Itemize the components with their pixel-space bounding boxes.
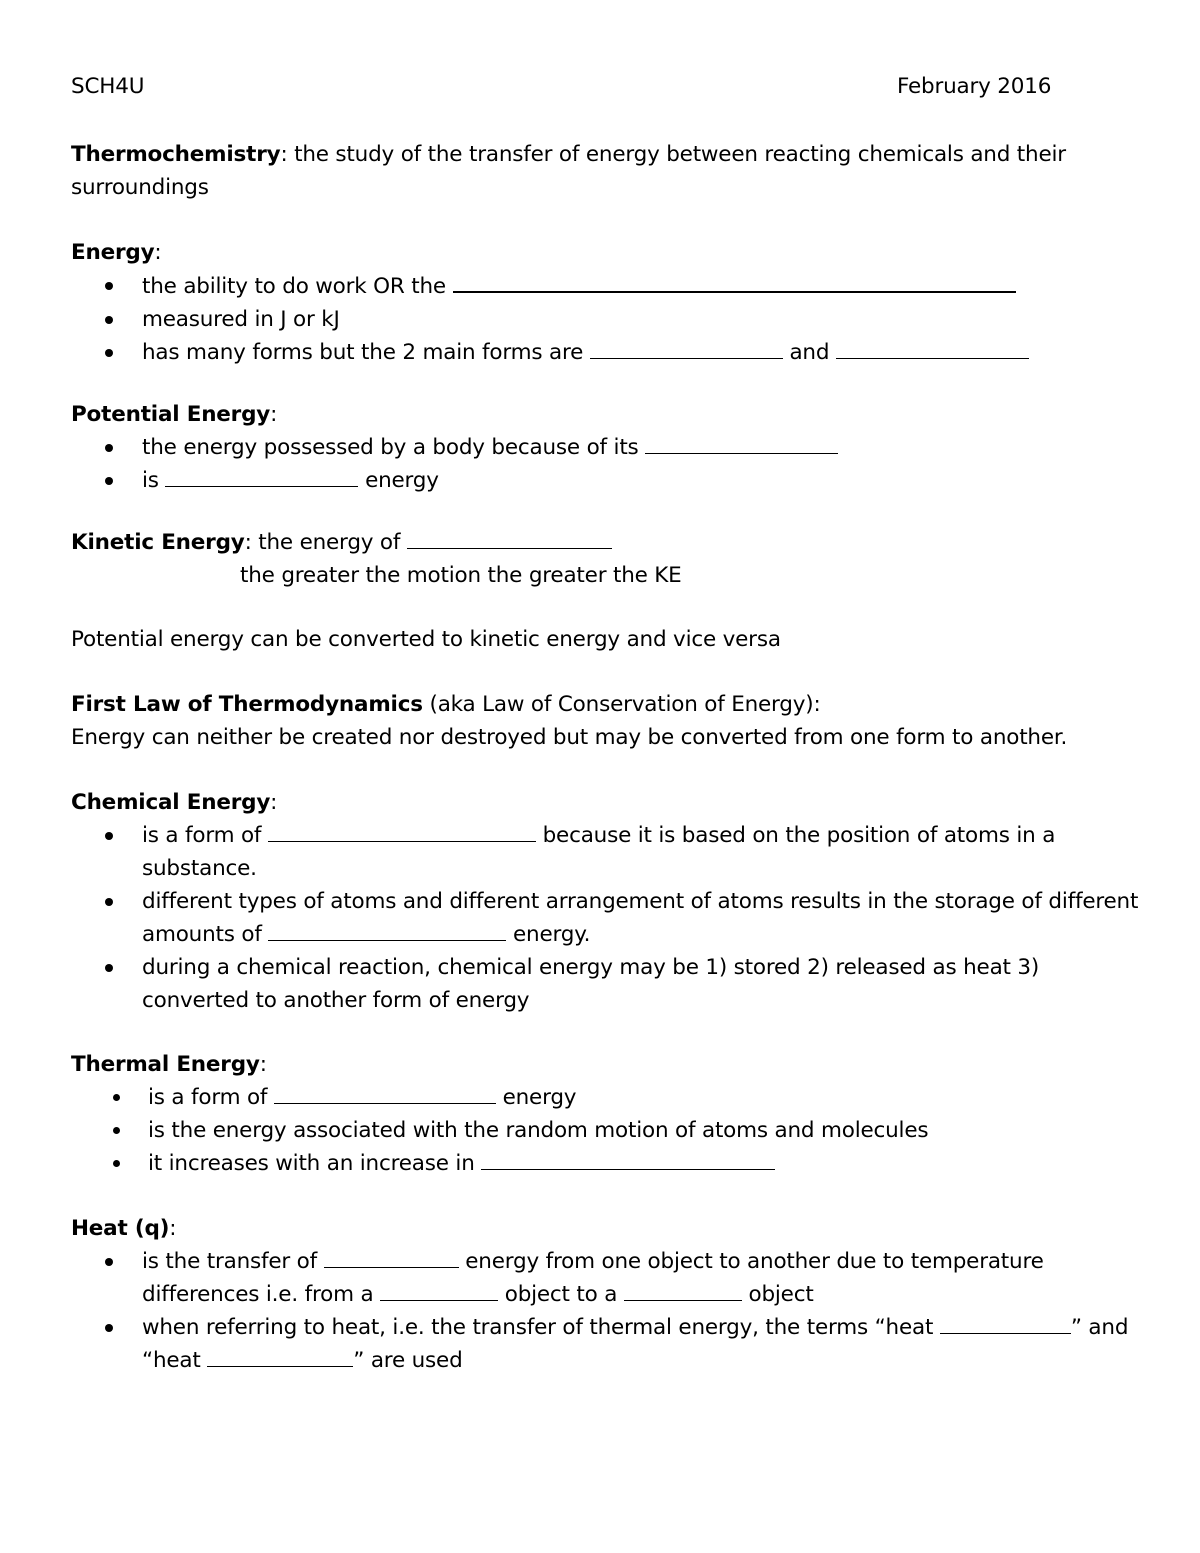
list-item: is the energy associated with the random motion of atoms and molecules <box>71 1114 1141 1147</box>
answer-blank[interactable] <box>274 1081 496 1104</box>
list-item: measured in J or kJ <box>71 303 1141 336</box>
first-law-statement: Energy can neither be created nor destroyed but may be converted from one form to another. <box>71 725 1068 750</box>
thermal-section: Thermal Energy: is a form of energy is the energy associated with the random motion of atoms and molecules it increases with an increase in <box>71 1048 1141 1180</box>
first-law-heading: First Law of Thermodynamics <box>71 692 423 717</box>
energy-section: Energy: the ability to do work OR the measured in J or kJ has many forms but the 2 main forms are and <box>71 236 1141 369</box>
list-item: the ability to do work OR the <box>71 269 1141 303</box>
answer-blank[interactable] <box>380 1278 498 1301</box>
list-item: it increases with an increase in <box>71 1147 1141 1180</box>
kinetic-section: Kinetic Energy: the energy of the greater the motion the greater the KE <box>71 526 1141 592</box>
potential-heading: Potential Energy <box>71 402 271 427</box>
list-item: when referring to heat, i.e. the transfer of thermal energy, the terms “heat ” and “heat ” are used <box>71 1311 1141 1377</box>
conversion-statement: Potential energy can be converted to kinetic energy and vice versa <box>71 627 781 652</box>
list-item: is a form of energy <box>71 1081 1141 1114</box>
answer-blank[interactable] <box>453 269 1016 293</box>
list-item: has many forms but the 2 main forms are and <box>71 336 1141 369</box>
list-item: the energy possessed by a body because of its <box>71 431 1141 464</box>
heat-heading: Heat (q) <box>71 1216 170 1241</box>
answer-blank[interactable] <box>268 918 506 941</box>
answer-blank[interactable] <box>165 464 358 487</box>
date: February 2016 <box>897 74 1052 99</box>
answer-blank[interactable] <box>268 819 536 842</box>
answer-blank[interactable] <box>324 1245 459 1268</box>
answer-blank[interactable] <box>481 1147 775 1170</box>
answer-blank[interactable] <box>645 431 838 454</box>
list-item: is the transfer of energy from one object to another due to temperature differences i.e. from a object to a object <box>71 1245 1141 1311</box>
thermochemistry-definition <box>71 138 1141 204</box>
heat-section: Heat (q): is the transfer of energy from one object to another due to temperature differences i.e. from a object to a object when referring to heat, i.e. the transfer of thermal energy, the terms “heat ” and “heat ” are used <box>71 1212 1141 1377</box>
answer-blank[interactable] <box>836 336 1029 359</box>
answer-blank[interactable] <box>207 1344 353 1367</box>
answer-blank[interactable] <box>407 526 612 549</box>
answer-blank[interactable] <box>624 1278 742 1301</box>
kinetic-heading: Kinetic Energy <box>71 530 245 555</box>
first-law-section: First Law of Thermodynamics (aka Law of Conservation of Energy): Energy can neither be created nor destroyed but may be converted from one form to another. <box>71 688 1141 754</box>
list-item: during a chemical reaction, chemical energy may be 1) stored 2) released as heat 3) converted to another form of energy <box>71 951 1141 1017</box>
list-item: different types of atoms and different arrangement of atoms results in the storage of different amounts of energy. <box>71 885 1141 951</box>
thermochemistry-term: Thermochemistry <box>71 142 281 167</box>
chemical-section: Chemical Energy: is a form of because it is based on the position of atoms in a substance. different types of atoms and different arrangement of atoms results in the storage of different amounts of energy. during a chemical reaction, chemical energy may be 1) stored 2) released as heat 3) converted to another form of energy <box>71 786 1141 1017</box>
potential-section: Potential Energy: the energy possessed by a body because of its is energy <box>71 398 1141 497</box>
thermochemistry-text: : the study of the transfer of energy between reacting chemicals and their surroundings <box>71 142 1066 200</box>
kinetic-note: the greater the motion the greater the KE <box>240 563 682 588</box>
list-item: is energy <box>71 464 1141 497</box>
list-item: is a form of because it is based on the position of atoms in a substance. <box>71 819 1141 885</box>
course-code: SCH4U <box>71 74 145 99</box>
answer-blank[interactable] <box>590 336 783 359</box>
chemical-heading: Chemical Energy <box>71 790 271 815</box>
thermal-heading: Thermal Energy <box>71 1052 260 1077</box>
answer-blank[interactable] <box>940 1311 1071 1334</box>
energy-heading: Energy <box>71 240 155 265</box>
